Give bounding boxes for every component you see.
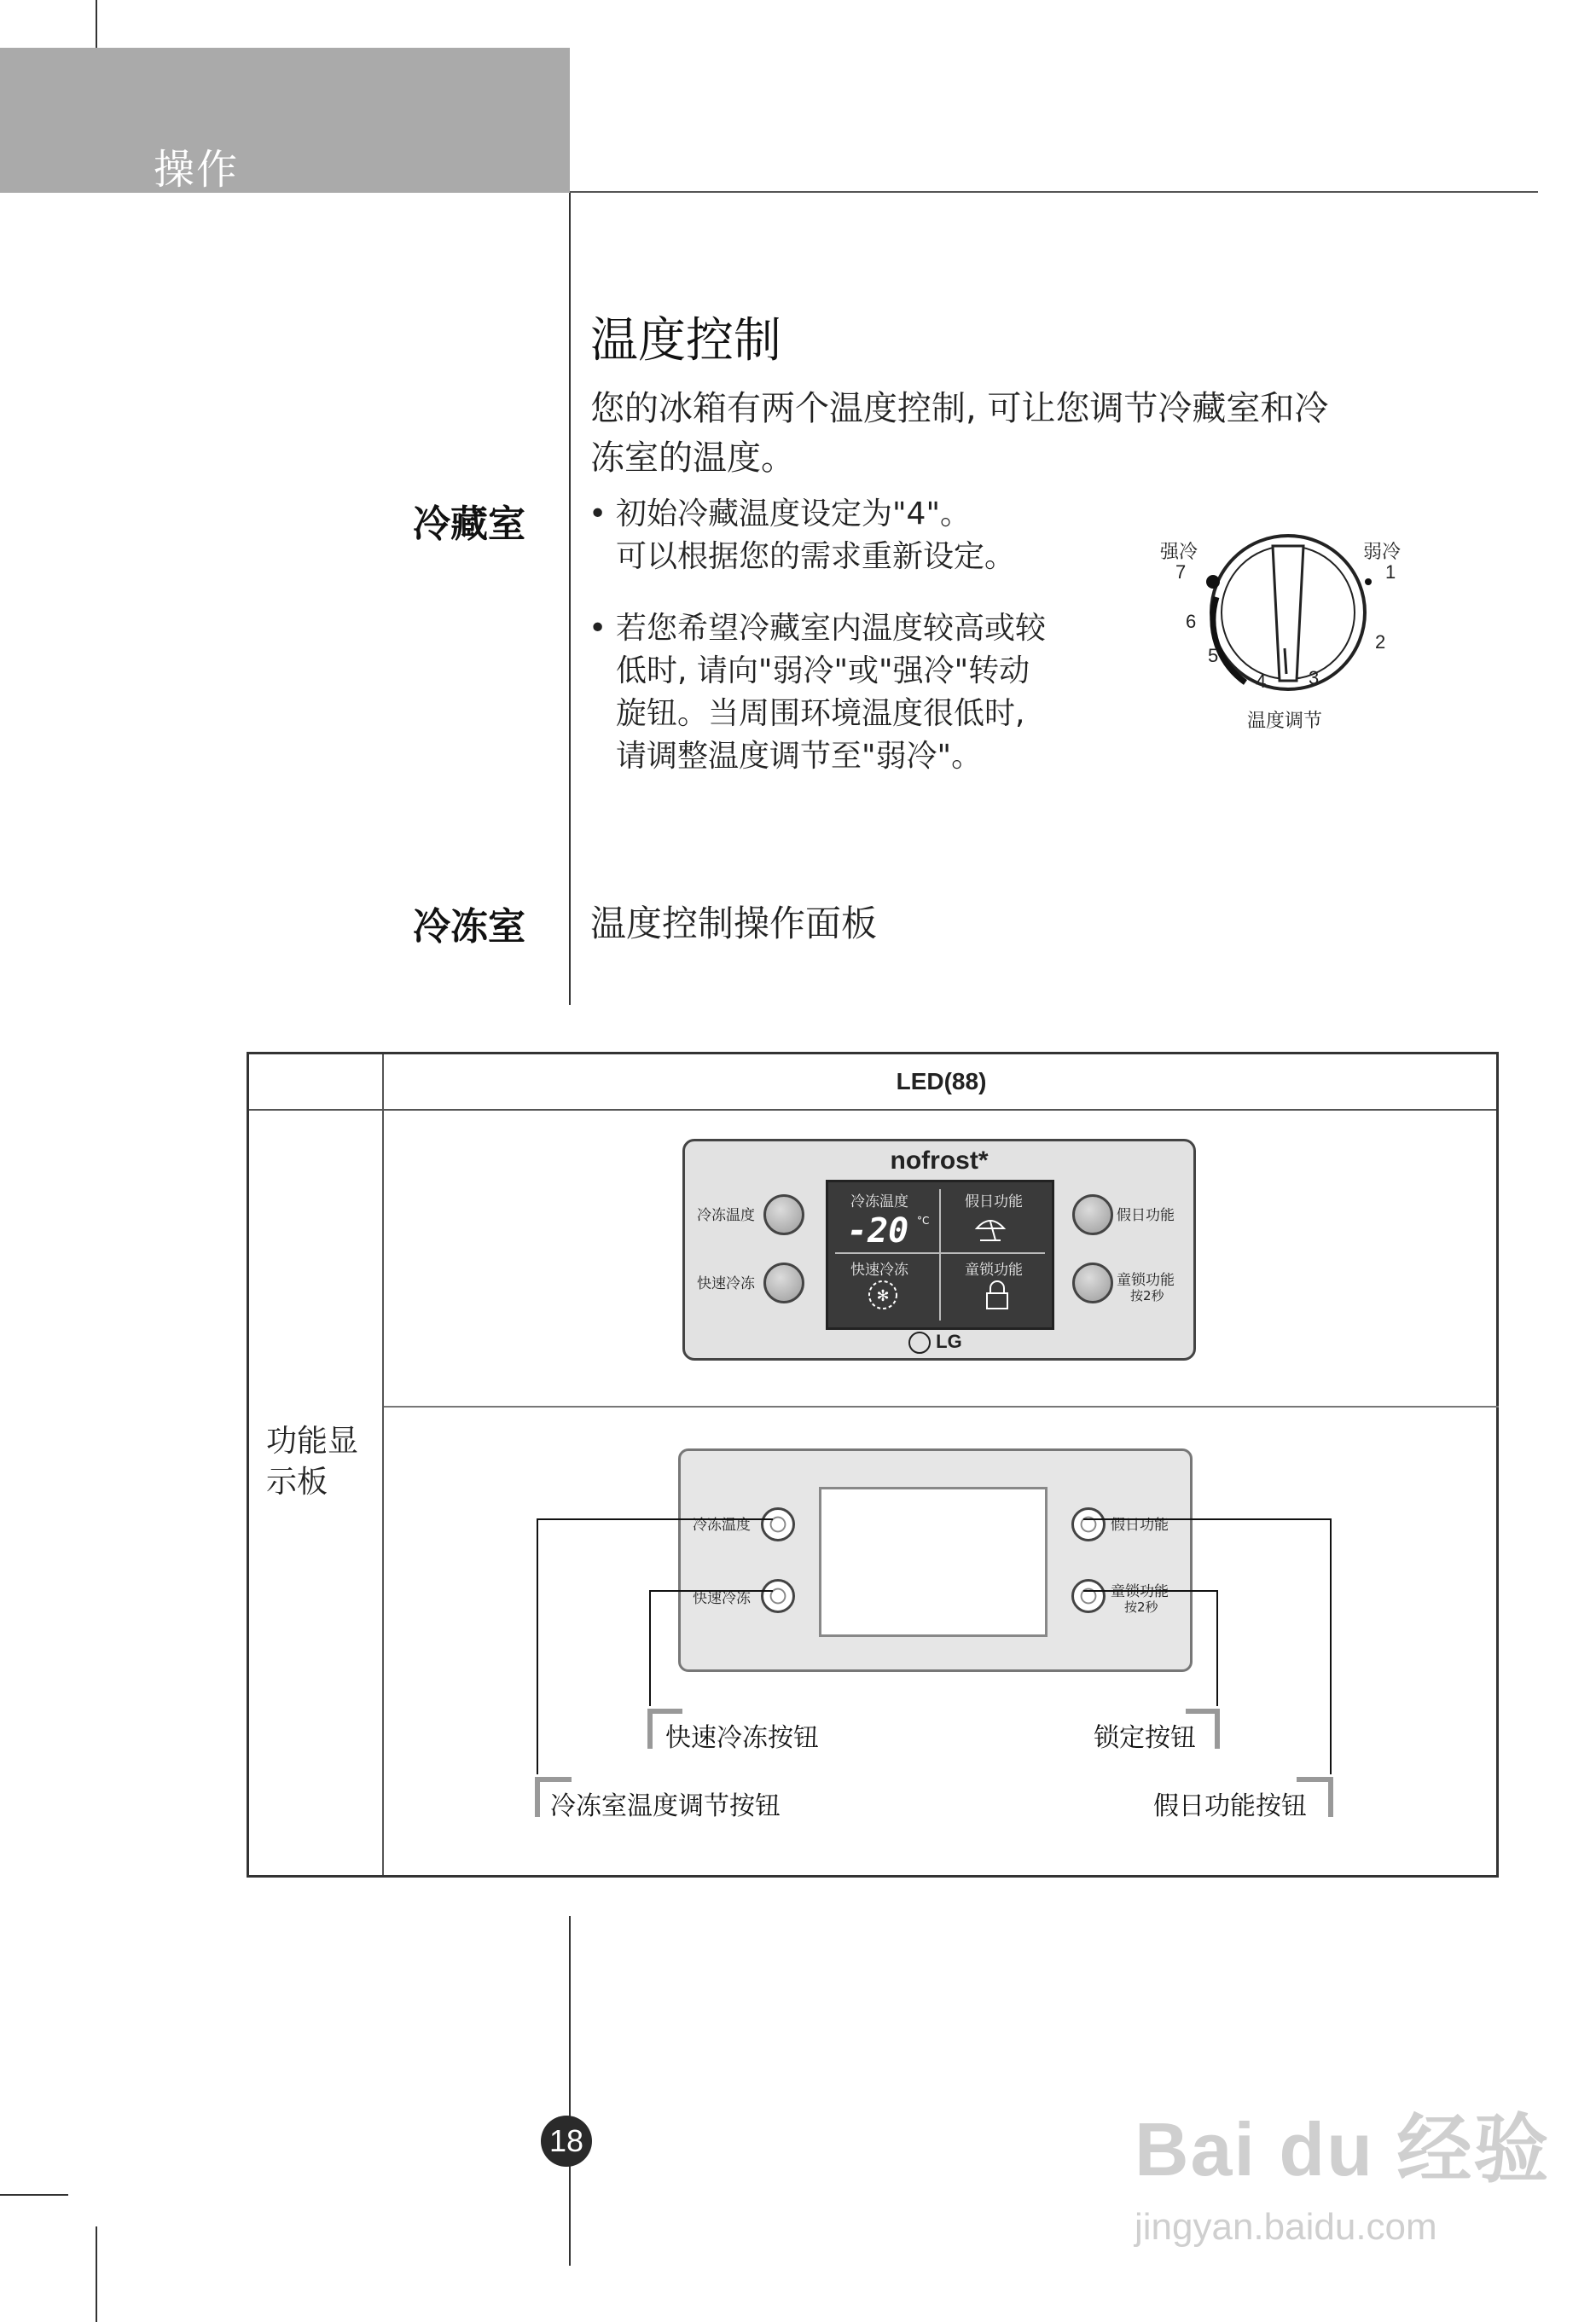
label-child-lock-2: 童锁功能 <box>1111 1583 1169 1600</box>
panel-title: 温度控制操作面板 <box>590 903 878 944</box>
bullet-2-line-1: 若您希望冷藏室内温度较高或较 <box>616 611 1047 646</box>
dial-number-3: 3 <box>1309 667 1320 688</box>
dial-strong-label: 强冷 <box>1160 542 1198 563</box>
callout-holiday: 假日功能按钮 <box>1153 1791 1307 1821</box>
label-holiday-2: 假日功能 <box>1111 1517 1169 1534</box>
display-temp-unit: °C <box>917 1215 930 1227</box>
label-quick-freeze: 快速冷冻 <box>697 1275 755 1292</box>
display-temp-value: -20 <box>847 1211 909 1251</box>
callout-quick-freeze: 快速冷冻按钮 <box>665 1723 819 1753</box>
section-title: 操作 <box>154 146 240 194</box>
freezer-label: 冷冻室 <box>413 905 525 949</box>
dial-number-4: 4 <box>1256 670 1267 692</box>
display-quick-freeze-label: 快速冷冻 <box>850 1262 908 1279</box>
watermark-url: jingyan.baidu.com <box>1135 2206 1437 2248</box>
brand-nofrost: nofrost* <box>890 1146 989 1175</box>
bullet-2-line-2: 低时, 请向"弱冷"或"强冷"转动 <box>616 653 1030 688</box>
label-holiday: 假日功能 <box>1117 1207 1175 1224</box>
callout-freezer-temp: 冷冻室温度调节按钮 <box>550 1791 781 1821</box>
bullet-dot: • <box>589 496 607 531</box>
watermark-brand: Bai du 经验 <box>1135 2107 1551 2191</box>
dial-weak-label: 弱冷 <box>1363 542 1402 563</box>
dial-number-1: 1 <box>1385 561 1396 583</box>
bullet-dot: • <box>589 611 607 646</box>
bullet-2-line-4: 请调整温度调节至"弱冷"。 <box>616 739 983 774</box>
page-number: 18 <box>541 2116 592 2167</box>
dial-number-7: 7 <box>1175 561 1187 583</box>
bullet-2-line-3: 旋钮。当周围环境温度很低时, <box>616 696 1025 731</box>
dial-number-2: 2 <box>1375 631 1386 653</box>
label-child-lock-sub: 按2秒 <box>1130 1288 1164 1303</box>
label-freezer-temp-2: 冷冻温度 <box>693 1517 751 1534</box>
fridge-label: 冷藏室 <box>413 502 525 546</box>
bullet-1-line-1: 初始冷藏温度设定为"4"。 <box>616 496 972 531</box>
label-quick-freeze-2: 快速冷冻 <box>693 1590 751 1607</box>
bullet-1-line-2: 可以根据您的需求重新设定。 <box>616 539 1016 574</box>
label-child-lock: 童锁功能 <box>1117 1272 1175 1289</box>
dial-number-6: 6 <box>1186 611 1197 632</box>
display-freezer-temp-label: 冷冻温度 <box>850 1193 908 1210</box>
display-child-lock-label: 童锁功能 <box>965 1262 1023 1279</box>
page-title: 温度控制 <box>590 313 781 369</box>
intro-text: 您的冰箱有两个温度控制, 可让您调节冷藏室和冷冻室的温度。 <box>590 389 1329 478</box>
lg-logo-text: LG <box>936 1331 962 1352</box>
dial-number-5: 5 <box>1208 645 1219 666</box>
table-header-led: LED(88) <box>896 1068 987 1094</box>
svg-text:✻: ✻ <box>876 1287 890 1305</box>
table-row-label: 功能显示板 <box>266 1424 359 1500</box>
label-freezer-temp: 冷冻温度 <box>697 1207 755 1224</box>
display-holiday-label: 假日功能 <box>965 1193 1023 1210</box>
dial-caption: 温度调节 <box>1247 711 1323 732</box>
callout-lock: 锁定按钮 <box>1094 1723 1196 1753</box>
label-child-lock-sub-2: 按2秒 <box>1124 1599 1158 1615</box>
